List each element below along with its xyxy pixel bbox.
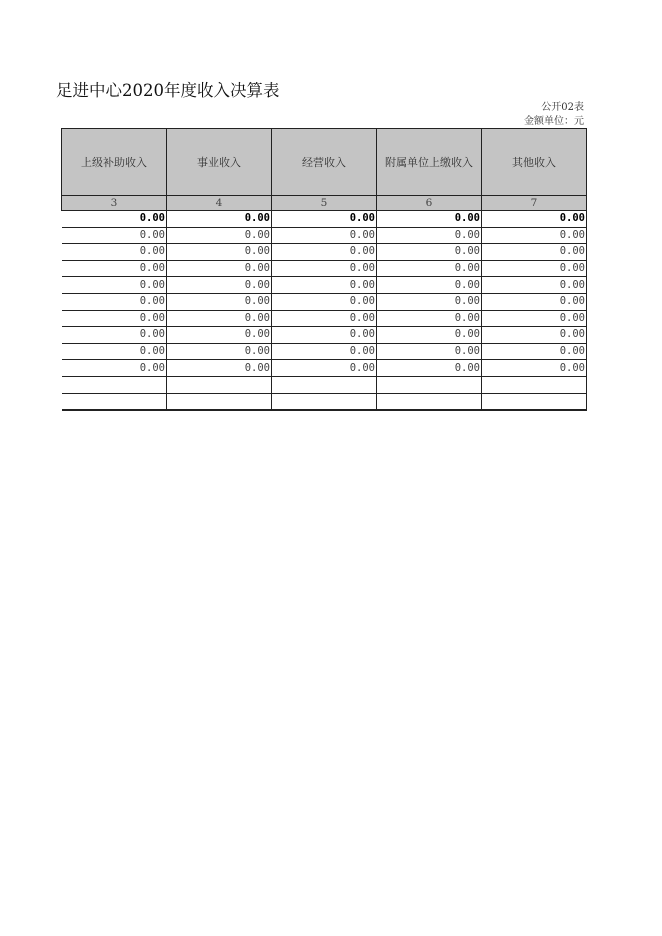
table-cell: 0.00 <box>62 360 167 377</box>
table-cell: 0.00 <box>167 310 272 327</box>
table-cell: 0.00 <box>167 327 272 344</box>
table-cell <box>482 376 587 393</box>
table-cell: 0.00 <box>377 360 482 377</box>
header-row <box>62 129 587 196</box>
table-cell: 0.00 <box>62 260 167 277</box>
table-cell: 0.00 <box>62 277 167 294</box>
table-cell: 0.00 <box>62 310 167 327</box>
table-cell: 0.00 <box>167 244 272 261</box>
table-cell: 0.00 <box>482 244 587 261</box>
table-cell: 0.00 <box>482 260 587 277</box>
table-row <box>62 277 587 294</box>
table-cell: 0.00 <box>62 327 167 344</box>
table-cell: 0.00 <box>377 327 482 344</box>
table-cell: 0.00 <box>167 211 272 228</box>
table-cell: 0.00 <box>482 360 587 377</box>
table-cell <box>62 393 167 410</box>
header-affiliated-remittance: 附属单位上缴收入 <box>377 129 482 196</box>
table-cell: 0.00 <box>272 277 377 294</box>
table-row <box>62 343 587 360</box>
table-cell: 0.00 <box>377 227 482 244</box>
header-superior-subsidy: 上级补助收入 <box>62 129 167 196</box>
table-cell <box>482 393 587 410</box>
column-number: 7 <box>482 196 587 211</box>
table-cell: 0.00 <box>482 343 587 360</box>
table-cell: 0.00 <box>167 343 272 360</box>
total-row <box>62 211 587 228</box>
amount-unit-label: 金额单位：元 <box>524 116 584 127</box>
table-cell: 0.00 <box>62 244 167 261</box>
table-cell: 0.00 <box>62 293 167 310</box>
table-cell <box>167 376 272 393</box>
table-cell: 0.00 <box>482 211 587 228</box>
table-cell: 0.00 <box>167 293 272 310</box>
table-row <box>62 227 587 244</box>
table-cell <box>167 393 272 410</box>
table-cell: 0.00 <box>167 227 272 244</box>
column-number-row <box>62 196 587 211</box>
table-cell: 0.00 <box>272 260 377 277</box>
table-cell: 0.00 <box>62 211 167 228</box>
table-cell: 0.00 <box>482 227 587 244</box>
table-cell: 0.00 <box>167 277 272 294</box>
table-cell: 0.00 <box>272 327 377 344</box>
table-row <box>62 310 587 327</box>
table-cell: 0.00 <box>377 343 482 360</box>
table-cell <box>272 393 377 410</box>
column-number: 5 <box>272 196 377 211</box>
table-cell: 0.00 <box>272 360 377 377</box>
table-cell: 0.00 <box>62 227 167 244</box>
table-cell <box>377 376 482 393</box>
table-cell: 0.00 <box>62 343 167 360</box>
form-id-label: 公开02表 <box>541 102 584 113</box>
table-cell <box>62 376 167 393</box>
header-other-income: 其他收入 <box>482 129 587 196</box>
table-cell: 0.00 <box>272 211 377 228</box>
table-row <box>62 360 587 377</box>
table-row <box>62 327 587 344</box>
column-number: 4 <box>167 196 272 211</box>
table-cell: 0.00 <box>377 277 482 294</box>
header-operating-income: 经营收入 <box>272 129 377 196</box>
table-cell: 0.00 <box>272 343 377 360</box>
table-cell: 0.00 <box>272 244 377 261</box>
table-cell: 0.00 <box>167 360 272 377</box>
table-row <box>62 393 587 410</box>
table-cell: 0.00 <box>377 244 482 261</box>
income-table <box>61 128 587 411</box>
table-cell: 0.00 <box>482 310 587 327</box>
header-business-income: 事业收入 <box>167 129 272 196</box>
table-row <box>62 260 587 277</box>
table-cell: 0.00 <box>482 277 587 294</box>
table-row <box>62 293 587 310</box>
table-cell: 0.00 <box>272 293 377 310</box>
column-number: 3 <box>62 196 167 211</box>
table-cell <box>377 393 482 410</box>
report-title: 足进中心2020年度收入决算表 <box>56 81 280 100</box>
table-cell: 0.00 <box>377 293 482 310</box>
table-cell: 0.00 <box>272 227 377 244</box>
table-cell: 0.00 <box>377 260 482 277</box>
table-cell: 0.00 <box>482 327 587 344</box>
table-cell: 0.00 <box>272 310 377 327</box>
column-number: 6 <box>377 196 482 211</box>
table-row <box>62 244 587 261</box>
table-row <box>62 376 587 393</box>
table-cell: 0.00 <box>167 260 272 277</box>
table-cell: 0.00 <box>377 211 482 228</box>
table-cell: 0.00 <box>377 310 482 327</box>
table-cell: 0.00 <box>482 293 587 310</box>
table-cell <box>272 376 377 393</box>
table-body <box>62 211 587 411</box>
